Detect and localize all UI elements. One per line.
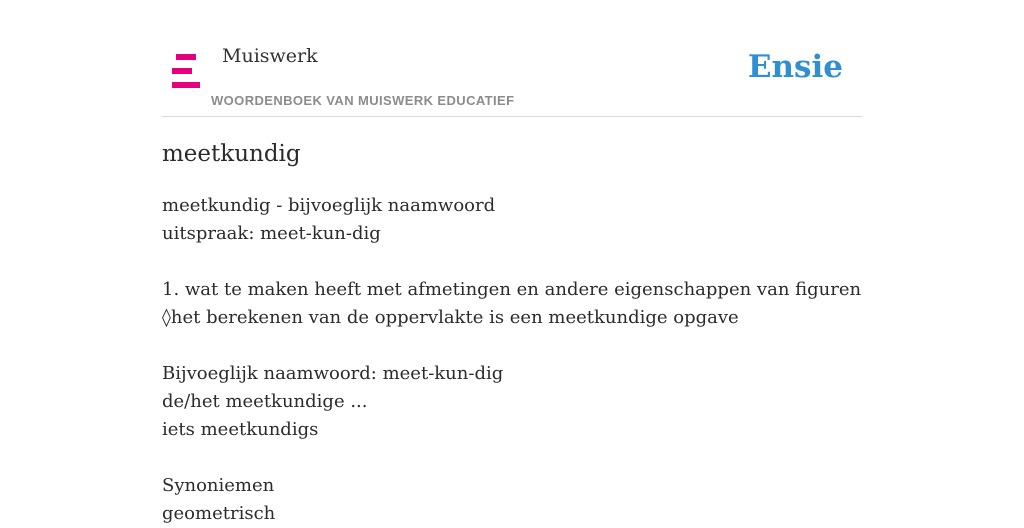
- synonyms-heading: Synoniemen: [162, 475, 275, 496]
- synonym-item: geometrisch: [162, 503, 276, 524]
- spacer: [162, 444, 862, 472]
- muiswerk-logo-icon[interactable]: [172, 54, 200, 88]
- brand-name[interactable]: Muiswerk: [222, 45, 318, 67]
- spacer: [162, 248, 862, 276]
- definition-line: 1. wat te maken heeft met afmetingen en andere eigenschappen van figuren: [162, 279, 862, 300]
- word-type-line: meetkundig - bijvoeglijk naamwoord: [162, 195, 496, 216]
- inflection-line: iets meetkundigs: [162, 419, 319, 440]
- inflection-line: de/het meetkundige ...: [162, 391, 368, 412]
- brand-subtitle: WOORDENBOEK VAN MUISWERK EDUCATIEF: [211, 93, 515, 108]
- entry-body: [162, 192, 862, 528]
- example-line: ◊het berekenen van de oppervlakte is een meetkundige opgave: [162, 307, 739, 328]
- site-header: [162, 0, 862, 117]
- entry-content: [162, 136, 862, 528]
- ensie-logo-link[interactable]: Ensie: [747, 49, 843, 85]
- pronunciation-line: uitspraak: meet-kun-dig: [162, 223, 381, 244]
- spacer: [162, 332, 862, 360]
- inflection-heading-line: Bijvoeglijk naamwoord: meet-kun-dig: [162, 363, 504, 384]
- entry-title: meetkundig: [162, 141, 301, 167]
